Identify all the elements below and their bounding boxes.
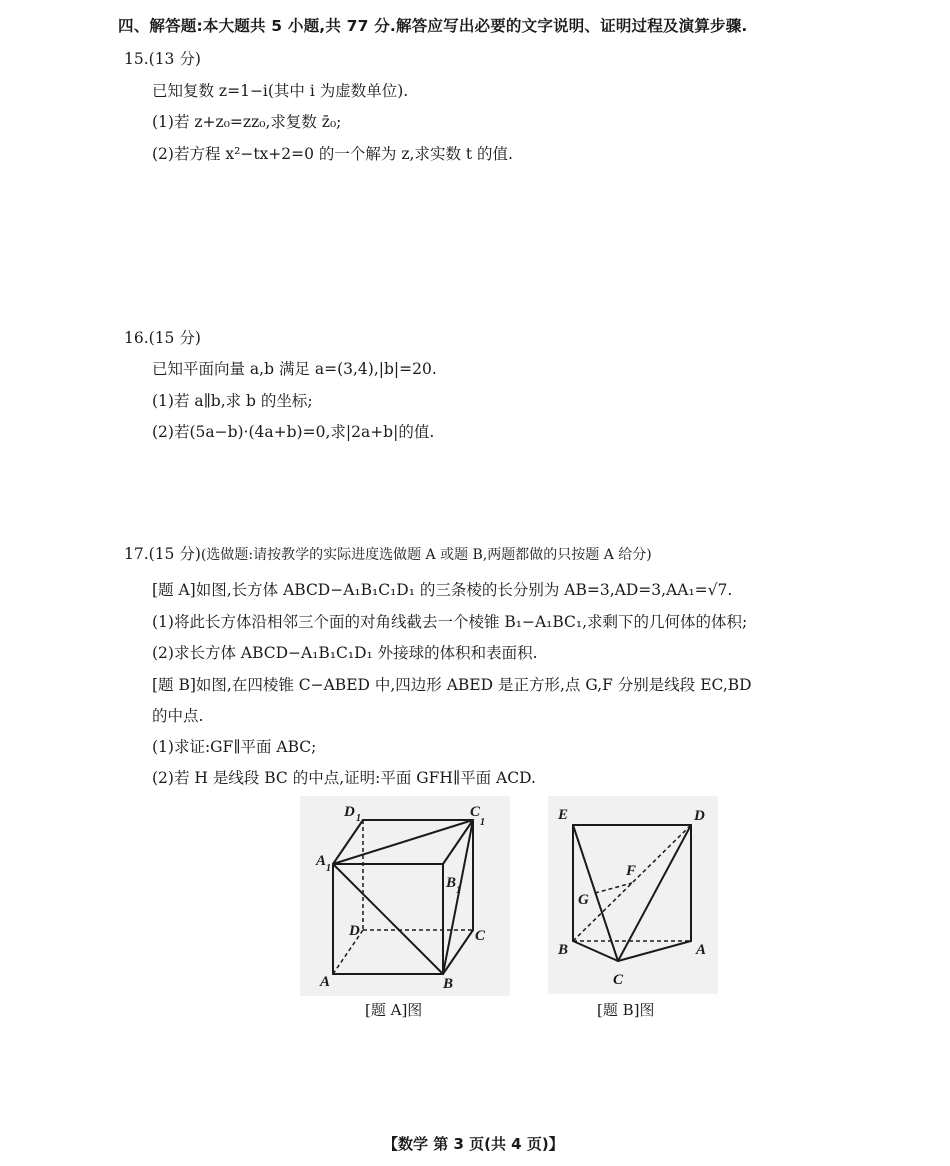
label-d: D [349, 923, 360, 939]
page-footer: 【数学 第 3 页(共 4 页)】 [383, 1135, 564, 1153]
figure-b-pyramid [548, 796, 718, 994]
q17b-part-1: (1)求证:GF∥平面 ABC; [152, 738, 317, 756]
figure-a-caption: [题 A]图 [365, 1001, 423, 1019]
label-c1-sub: 1 [480, 817, 485, 828]
q17-header [124, 542, 652, 564]
label-d1: D [344, 804, 355, 820]
label-b: B [443, 976, 454, 992]
label-g: G [578, 892, 589, 908]
q17-header-label: 17.(15 分) [124, 545, 201, 563]
label-a1: A [316, 853, 327, 869]
q15-line-2: (1)若 z+z₀=zz₀,求复数 z̄₀; [152, 113, 342, 131]
q17b-statement: [题 B]如图,在四棱锥 C−ABED 中,四边形 ABED 是正方形,点 G,F 分别是线段 EC,BD [152, 676, 752, 694]
label-d1-sub: 1 [356, 813, 361, 824]
q17b-statement-cont: 的中点. [152, 707, 204, 725]
figure-a-cuboid [300, 796, 510, 996]
label-a1-sub: 1 [326, 863, 331, 874]
q16-line-3: (2)若(5a−b)·(4a+b)=0,求|2a+b|的值. [152, 423, 435, 441]
label-a: A [320, 974, 331, 990]
q15-header: 15.(13 分) [124, 50, 201, 68]
q17-note: (选做题:请按教学的实际进度选做题 A 或题 B,两题都做的只按题 A 给分) [200, 547, 652, 563]
q15-line-1: 已知复数 z=1−i(其中 i 为虚数单位). [152, 82, 409, 100]
q17a-part-1: (1)将此长方体沿相邻三个面的对角线截去一个棱锥 B₁−A₁BC₁,求剩下的几何体的体积; [152, 613, 748, 631]
q16-line-1: 已知平面向量 a,b 满足 a=(3,4),|b|=20. [152, 360, 437, 378]
label-a: A [696, 942, 707, 958]
q17b-part-2: (2)若 H 是线段 BC 的中点,证明:平面 GFH∥平面 ACD. [152, 769, 536, 787]
q15-line-3: (2)若方程 x²−tx+2=0 的一个解为 z,求实数 t 的值. [152, 145, 513, 163]
figure-b-caption: [题 B]图 [597, 1001, 655, 1019]
q16-header: 16.(15 分) [124, 329, 201, 347]
label-b1: B [446, 875, 457, 891]
label-c1: C [470, 804, 481, 820]
label-c: C [613, 972, 624, 988]
label-c: C [475, 928, 486, 944]
q16-line-2: (1)若 a∥b,求 b 的坐标; [152, 392, 313, 410]
label-d: D [694, 808, 705, 824]
section-title: 四、解答题:本大题共 5 小题,共 77 分.解答应写出必要的文字说明、证明过程及演算步骤. [118, 17, 748, 35]
label-b: B [558, 942, 569, 958]
q17a-part-2: (2)求长方体 ABCD−A₁B₁C₁D₁ 外接球的体积和表面积. [152, 644, 538, 662]
q17a-statement: [题 A]如图,长方体 ABCD−A₁B₁C₁D₁ 的三条棱的长分别为 AB=3,AD=3,AA₁=√7. [152, 581, 733, 599]
label-b1-sub: 1 [456, 885, 461, 896]
label-f: F [626, 863, 637, 879]
label-e: E [558, 807, 569, 823]
